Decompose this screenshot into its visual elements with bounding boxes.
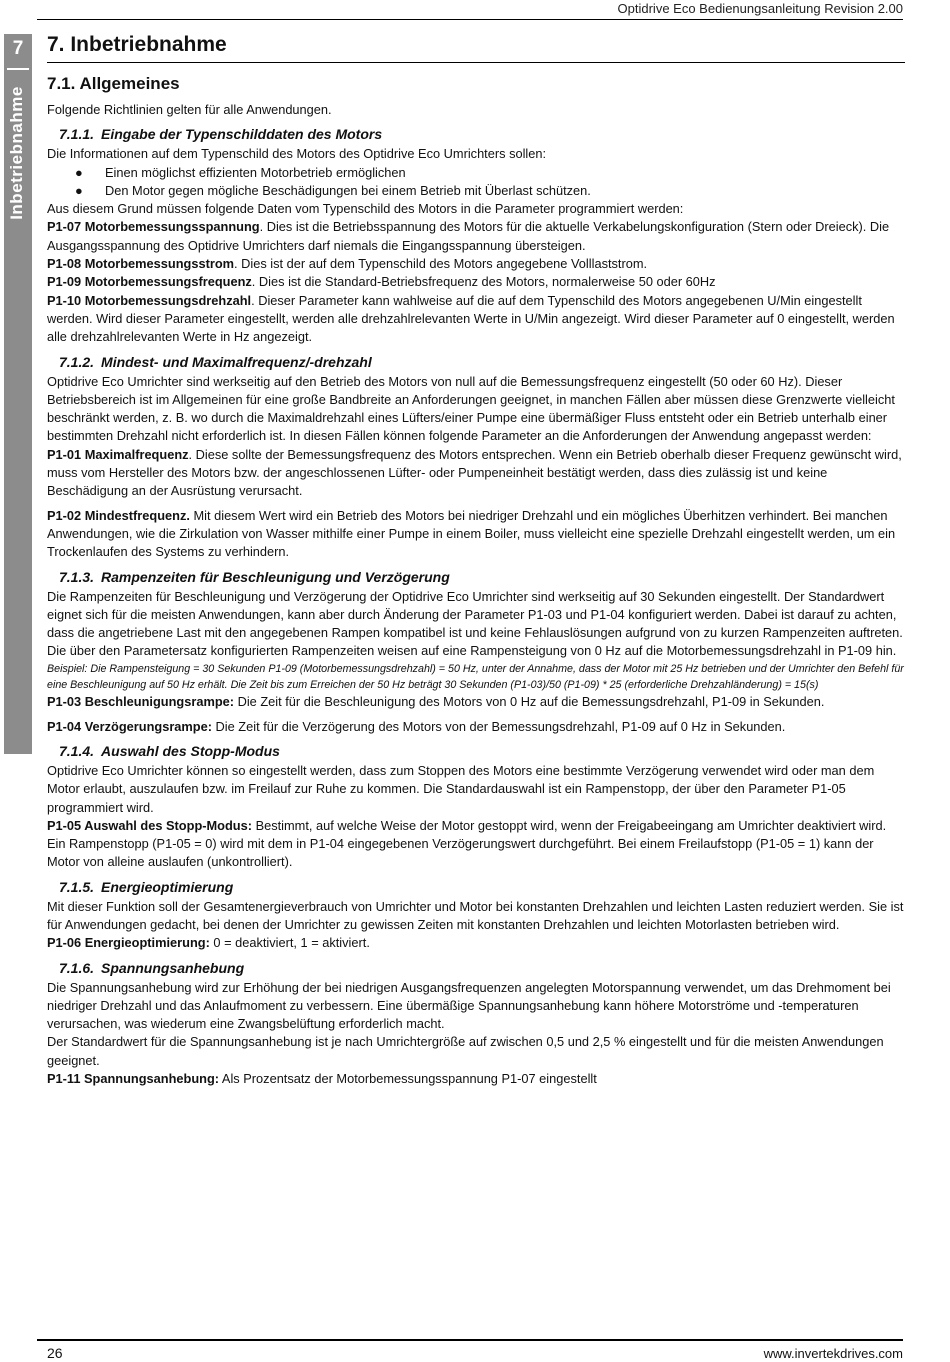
subsection-title-711 <box>47 125 905 144</box>
param-p1-04 <box>47 718 905 736</box>
chapter-title: 7. Inbetriebnahme <box>47 33 227 56</box>
chapter-number: 7 <box>12 38 24 59</box>
bullet-icon: ● <box>75 164 83 180</box>
param-name: P1-06 Energieoptimierung: <box>47 935 210 951</box>
param-p1-02 <box>47 507 905 562</box>
bullet-icon: ● <box>75 182 83 198</box>
example-note: Beispiel: Die Rampensteigung = 30 Sekunden P1-09 (Motorbemessungsdrehzahl) = 50 Hz, unter der Annahme, dass der Motor mit 25 Hz betrieben und der Umrichter den Befehl für eine Beschleunigung auf 50 Hz erhält. Die Zeit bis zum Erreichen der 50 Hz beträgt 30 Sekunden (P1-03)/50 (P1-09) * 25 (erforderliche Drehzahländerung) = 15(s) <box>47 662 904 692</box>
paragraph: Der Standardwert für die Spannungsanhebung ist je nach Umrichtergröße auf zwischen 0,5 und 2,5 % eingestellt und für die meisten Anwendungen geeignet. <box>47 1034 884 1068</box>
paragraph: Die Spannungsanhebung wird zur Erhöhung der bei niedrigen Ausgangsfrequenzen angelegten Motorspannung verwendet, um das Drehmoment bei niedriger Drehzahl und das Anlaufmoment zu verbessern. Eine übermäßige Spannungsanhebung kann höhere Motorströme und -temperaturen verursachen, was wiederum eine Zwangsbelüftung erforderlich macht. <box>47 979 891 1032</box>
subsection-heading: Eingabe der Typenschilddaten des Motors <box>101 126 383 143</box>
param-text: . Dies ist die Standard-Betriebsfrequenz des Motors, normalerweise 50 oder 60Hz <box>251 274 716 290</box>
subsection-title-715 <box>47 878 905 897</box>
chapter-tab-label: Inbetriebnahme <box>7 86 26 220</box>
list-item-text: Einen möglichst effizienten Motorbetrieb ermöglichen <box>105 164 406 180</box>
param-text: Als Prozentsatz der Motorbemessungsspannung P1-07 eingestellt <box>219 1071 597 1087</box>
subsection-number: 7.1.3. <box>59 568 95 585</box>
chapter-side-tab <box>4 34 32 754</box>
param-text: Die Zeit für die Beschleunigung des Motors von 0 Hz auf die Bemessungsdrehzahl, P1-09 in Sekunden. <box>234 694 825 710</box>
param-p1-09 <box>47 273 905 291</box>
paragraph: Optidrive Eco Umrichter sind werkseitig auf den Betrieb des Motors von null auf die Bemessungsfrequenz eingestellt (50 oder 60 Hz). Dieser Betriebsbereich ist im Allgemeinen für eine große Bandbreite an Anforderungen geeignet, in manchen Fällen aber müssen diese Grenzwerte vielleicht beschränkt werden, z. B. wo durch die Maximaldrehzahl eines Lüfters/einer Pumpe eine übermäßiger Fluss entsteht oder ein Betrieb unterhalb einer bestimmten Drehzahl nicht erforderlich ist. In diesen Fällen können folgende Parameter an die Anforderungen der Anwendung angepasst werden: <box>47 373 895 444</box>
param-name: P1-02 Mindestfrequenz. <box>47 507 190 523</box>
param-p1-11 <box>47 1070 905 1088</box>
header-rule <box>37 19 903 20</box>
subsection-heading: Auswahl des Stopp-Modus <box>101 742 280 759</box>
paragraph: Die über den Parametersatz konfigurierten Rampenzeiten weisen auf eine Rampensteigung von 0 Hz auf die Motorbemessungsdrehzahl in P1-09 hin. <box>47 643 897 659</box>
section-intro: Folgende Richtlinien gelten für alle Anwendungen. <box>47 102 332 117</box>
footer-url[interactable]: www.invertekdrives.com <box>763 1346 903 1361</box>
subsection-heading: Rampenzeiten für Beschleunigung und Verzögerung <box>101 568 450 585</box>
param-p1-03 <box>47 693 905 711</box>
param-p1-10 <box>47 292 905 347</box>
param-p1-08 <box>47 255 905 273</box>
param-name: P1-04 Verzögerungsrampe: <box>47 718 212 734</box>
list-item <box>47 182 905 200</box>
subsection-heading: Mindest- und Maximalfrequenz/-drehzahl <box>101 353 372 370</box>
paragraph: Aus diesem Grund müssen folgende Daten vom Typenschild des Motors in die Parameter programmiert werden: <box>47 201 684 217</box>
param-name: P1-07 Motorbemessungsspannung <box>47 219 260 235</box>
param-name: P1-08 Motorbemessungsstrom <box>47 256 235 272</box>
subsection-number: 7.1.4. <box>59 742 95 759</box>
subsection-title-714 <box>47 742 905 761</box>
paragraph: Die Rampenzeiten für Beschleunigung und Verzögerung der Optidrive Eco Umrichter sind werkseitig auf 30 Sekunden eingestellt. Der Standardwert eignet sich für die meisten Anwendungen, kann aber durch Änderung der Parameter P1-03 und P1-04 konfiguriert werden. Dabei ist darauf zu achten, dass die angetriebene Last mit den angegebenen Rampen kompatibel ist und keine Fehlauslösungen aufgrund von zu kurzen Rampenzeiten auftreten. <box>47 588 903 641</box>
paragraph: Die Informationen auf dem Typenschild des Motors des Optidrive Eco Umrichters sollen: <box>47 146 547 162</box>
section-title: 7.1. Allgemeines <box>47 74 180 93</box>
subsection-title-713 <box>47 568 905 587</box>
param-text: . Dies ist die Betriebsspannung des Motors für die aktuelle Verkabelungskonfiguration (Stern oder Dreieck). Die Ausgangsspannung des Optidrive Umrichters darf niemals die Eingangsspannung übersteigen. <box>47 219 890 253</box>
side-tab-divider <box>7 68 29 70</box>
subsection-heading: Energieoptimierung <box>101 878 234 895</box>
param-p1-01 <box>47 446 905 501</box>
subsection-number: 7.1.6. <box>59 959 95 976</box>
page-number: 26 <box>47 1345 63 1361</box>
page-content <box>47 30 905 1088</box>
param-text: Die Zeit für die Verzögerung des Motors von der Bemessungsdrehzahl, P1-09 auf 0 Hz in Sekunden. <box>212 718 786 734</box>
header-title: Optidrive Eco Bedienungsanleitung Revision 2.00 <box>617 1 903 16</box>
paragraph: Optidrive Eco Umrichter können so eingestellt werden, dass zum Stoppen des Motors eine bestimmte Verzögerung verwendet wird oder man dem Motor erlaubt, auszulaufen bzw. im Freilauf zur Ruhe zu kommen. Die Standardauswahl ist ein Rampenstopp, der über den Parameter P1-05 programmiert wird. <box>47 762 875 815</box>
param-text: Mit diesem Wert wird ein Betrieb des Motors bei niedriger Drehzahl und ein mögliches Überhitzen verhindert. Bei manchen Anwendungen, wie die Zirkulation von Wasser mithilfe einer Pumpe in einem Boiler, muss vielleicht eine spezielle Drehzahl eingestellt werden, um ein Trockenlaufen des Systems zu verhindern. <box>47 507 896 560</box>
footer-rule <box>37 1339 903 1341</box>
param-p1-07 <box>47 218 905 255</box>
chapter-title-rule <box>47 62 905 63</box>
param-name: P1-03 Beschleunigungsrampe: <box>47 694 235 710</box>
subsection-heading: Spannungsanhebung <box>101 959 245 976</box>
param-name: P1-01 Maximalfrequenz <box>47 446 189 462</box>
list-item <box>47 164 905 182</box>
subsection-title-712 <box>47 353 905 372</box>
param-name: P1-10 Motorbemessungsdrehzahl <box>47 292 252 308</box>
subsection-number: 7.1.1. <box>59 126 95 143</box>
param-text: . Dieser Parameter kann wahlweise auf die auf dem Typenschild des Motors angegebenen U/Min eingestellt werden. Wird dieser Parameter eingestellt, werden alle drehzahlrelevanten Werte in U/Min angezeigt. Wird dieser Parameter auf 0 eingestellt, werden alle drehzahlrelevanten Werte in Hz angezeigt. <box>47 292 895 345</box>
param-text: . Diese sollte der Bemessungsfrequenz des Motors entsprechen. Wenn ein Betrieb oberhalb dieser Frequenz gewünscht wird, muss vom Hersteller des Motors bzw. der angeschlossenen Lüfter- oder Pumpeneinheit bestätigt werden, dass dies zulässig ist und keine Beschädigung an der Ausrüstung verursacht. <box>47 446 902 499</box>
paragraph: Mit dieser Funktion soll der Gesamtenergieverbrauch von Umrichter und Motor bei konstanten Drehzahlen und leichten Lasten reduziert werden. Sie ist für Anwendungen gedacht, bei denen der Umrichter zu gewissen Zeiten mit konstanten Drehzahlen und leichten Motorlasten betrieben wird. <box>47 898 904 932</box>
param-name: P1-11 Spannungsanhebung: <box>47 1071 220 1087</box>
bullet-list <box>47 164 905 201</box>
param-name: P1-09 Motorbemessungsfrequenz <box>47 274 252 290</box>
param-text: 0 = deaktiviert, 1 = aktiviert. <box>209 935 370 951</box>
subsection-number: 7.1.5. <box>59 878 95 895</box>
param-p1-06 <box>47 934 905 952</box>
param-p1-05 <box>47 817 905 872</box>
param-name: P1-05 Auswahl des Stopp-Modus: <box>47 817 253 833</box>
param-text: . Dies ist der auf dem Typenschild des Motors angegebene Volllaststrom. <box>234 256 648 272</box>
subsection-number: 7.1.2. <box>59 353 95 370</box>
list-item-text: Den Motor gegen mögliche Beschädigungen bei einem Betrieb mit Überlast schützen. <box>105 182 591 198</box>
param-text: Bestimmt, auf welche Weise der Motor gestoppt wird, wenn der Freigabeeingang am Umrichter deaktiviert wird. Ein Rampenstopp (P1-05 = 0) wird mit dem in P1-04 eingegebenen Verzögerungswert durchgeführt. Bei einem Freilaufstopp (P1-05 = 1) kann der Motor von alleine auslaufen (unkontrolliert). <box>47 817 887 870</box>
subsection-title-716 <box>47 959 905 978</box>
